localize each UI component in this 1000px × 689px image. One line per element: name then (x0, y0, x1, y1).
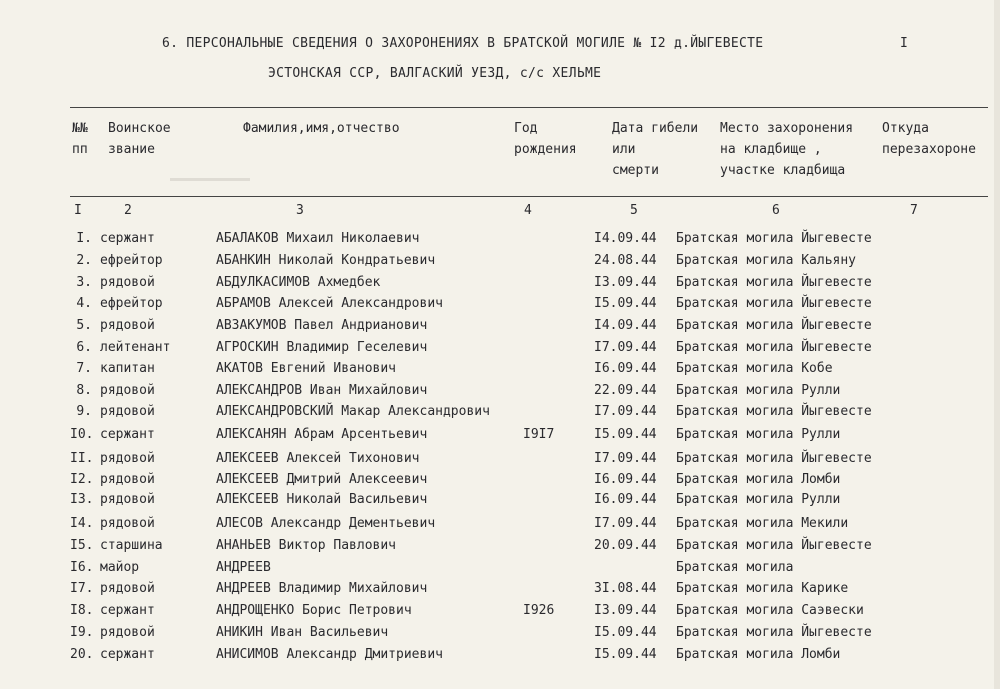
cell-name: АЛЕКСАНДРОВ Иван Михайлович (216, 383, 428, 398)
cell-date: I6.09.44 (594, 492, 657, 507)
table-row (0, 516, 1000, 536)
header-from: Откуда перезахороне (882, 121, 976, 157)
cell-name: АЛЕКСЕЕВ Алексей Тихонович (216, 451, 420, 466)
cell-name: АЛЕКСАНДРОВСКИЙ Макар Александрович (216, 404, 490, 419)
table-row (0, 647, 1000, 667)
cell-name: АЛЕКСЕЕВ Дмитрий Алексеевич (216, 472, 428, 487)
column-number: I (74, 203, 82, 218)
cell-rank: рядовой (100, 275, 155, 290)
cell-place: Братская могила Йыгевесте (676, 538, 872, 553)
cell-num: 20. (70, 647, 94, 662)
cell-place: Братская могила Рулли (676, 427, 841, 442)
cell-year: I9I7 (523, 427, 555, 442)
cell-name: АВЗАКУМОВ Павел Андрианович (216, 318, 428, 333)
cell-num: 6. (76, 340, 92, 355)
cell-rank: лейтенант (100, 340, 171, 355)
cell-place: Братская могила Рулли (676, 383, 841, 398)
cell-num: I6. (70, 560, 94, 575)
cell-place: Братская могила Ломби (676, 472, 841, 487)
cell-date: I7.09.44 (594, 451, 657, 466)
cell-name: АЛЕКСЕЕВ Николай Васильевич (216, 492, 428, 507)
cell-place: Братская могила Йыгевесте (676, 231, 872, 246)
table-row (0, 472, 1000, 492)
cell-name: АНДРЕЕВ (216, 560, 271, 575)
cell-date: I5.09.44 (594, 625, 657, 640)
paper-edge (994, 0, 1000, 689)
cell-place: Братская могила Саэвески (676, 603, 864, 618)
table-row (0, 492, 1000, 512)
column-number: 7 (910, 203, 918, 218)
cell-num: 2. (76, 253, 92, 268)
cell-date: I5.09.44 (594, 427, 657, 442)
cell-date: 24.08.44 (594, 253, 657, 268)
cell-rank: рядовой (100, 318, 155, 333)
cell-place: Братская могила Йыгевесте (676, 404, 872, 419)
header-year: Год рождения (514, 121, 577, 157)
cell-place: Братская могила Йыгевесте (676, 451, 872, 466)
cell-num: I2. (70, 472, 94, 487)
page-number: I (900, 36, 908, 51)
cell-num: I3. (70, 492, 94, 507)
cell-rank: сержант (100, 603, 155, 618)
header-rank: Воинское звание (108, 121, 171, 157)
table-row (0, 361, 1000, 381)
column-number: 4 (524, 203, 532, 218)
table-row (0, 427, 1000, 447)
cell-rank: сержант (100, 427, 155, 442)
cell-rank: рядовой (100, 451, 155, 466)
cell-rank: ефрейтор (100, 296, 163, 311)
cell-date: I4.09.44 (594, 318, 657, 333)
column-number: 5 (630, 203, 638, 218)
cell-name: АНДРЕЕВ Владимир Михайлович (216, 581, 428, 596)
table-row (0, 383, 1000, 403)
cell-name: АНИКИН Иван Васильевич (216, 625, 389, 640)
cell-num: I8. (70, 603, 94, 618)
cell-num: I. (76, 231, 92, 246)
cell-rank: капитан (100, 361, 155, 376)
cell-num: I5. (70, 538, 94, 553)
table-row (0, 625, 1000, 645)
column-number: 3 (296, 203, 304, 218)
cell-rank: майор (100, 560, 140, 575)
table-row (0, 451, 1000, 471)
cell-num: I9. (70, 625, 94, 640)
cell-num: 9. (76, 404, 92, 419)
table-row (0, 253, 1000, 273)
table-row (0, 560, 1000, 580)
header-place: Место захоронения на кладбище , участке кладбища (720, 121, 854, 178)
cell-date: 3I.08.44 (594, 581, 657, 596)
cell-date: I3.09.44 (594, 275, 657, 290)
cell-date: I7.09.44 (594, 340, 657, 355)
cell-num: 4. (76, 296, 92, 311)
table-row (0, 231, 1000, 251)
cell-place: Братская могила Йыгевесте (676, 340, 872, 355)
table-row (0, 538, 1000, 558)
cell-place: Братская могила Йыгевесте (676, 318, 872, 333)
cell-num: I7. (70, 581, 94, 596)
cell-rank: рядовой (100, 492, 155, 507)
cell-date: I7.09.44 (594, 404, 657, 419)
cell-name: АБРАМОВ Алексей Александрович (216, 296, 443, 311)
cell-num: II. (70, 451, 94, 466)
cell-rank: рядовой (100, 383, 155, 398)
cell-date: I3.09.44 (594, 603, 657, 618)
cell-place: Братская могила Кобе (676, 361, 833, 376)
cell-rank: сержант (100, 231, 155, 246)
table-top-rule (70, 107, 988, 108)
cell-date: 20.09.44 (594, 538, 657, 553)
column-number: 2 (124, 203, 132, 218)
cell-date: I6.09.44 (594, 472, 657, 487)
cell-date: I7.09.44 (594, 516, 657, 531)
cell-rank: рядовой (100, 516, 155, 531)
paper-smudge (170, 178, 250, 181)
cell-rank: рядовой (100, 581, 155, 596)
cell-name: АНДРОЩЕНКО Борис Петрович (216, 603, 412, 618)
cell-place: Братская могила Кальяну (676, 253, 857, 268)
cell-rank: рядовой (100, 404, 155, 419)
document-subtitle: ЭСТОНСКАЯ ССР, ВАЛГАСКИЙ УЕЗД, с/с ХЕЛЬМЕ (268, 66, 602, 81)
cell-name: АГРОСКИН Владимир Геселевич (216, 340, 428, 355)
cell-name: АБДУЛКАСИМОВ Ахмедбек (216, 275, 381, 290)
cell-num: 8. (76, 383, 92, 398)
cell-rank: ефрейтор (100, 253, 163, 268)
document-title: 6. ПЕРСОНАЛЬНЫЕ СВЕДЕНИЯ О ЗАХОРОНЕНИЯХ В БРАТСКОЙ МОГИЛЕ № I2 д.ЙЫГЕВЕСТЕ (162, 36, 764, 51)
header-date: Дата гибели или смерти (612, 121, 699, 178)
cell-num: I4. (70, 516, 94, 531)
column-number: 6 (772, 203, 780, 218)
cell-date: I5.09.44 (594, 647, 657, 662)
cell-rank: рядовой (100, 625, 155, 640)
header-name: Фамилия,имя,отчество (243, 121, 400, 136)
cell-rank: рядовой (100, 472, 155, 487)
cell-place: Братская могила Карике (676, 581, 849, 596)
cell-place: Братская могила Рулли (676, 492, 841, 507)
table-row (0, 318, 1000, 338)
cell-date: 22.09.44 (594, 383, 657, 398)
cell-place: Братская могила Йыгевесте (676, 625, 872, 640)
table-row (0, 404, 1000, 424)
cell-date: I5.09.44 (594, 296, 657, 311)
cell-year: I926 (523, 603, 555, 618)
cell-rank: сержант (100, 647, 155, 662)
cell-name: АЛЕСОВ Александр Дементьевич (216, 516, 436, 531)
table-row (0, 275, 1000, 295)
header-num: №№ пп (72, 121, 88, 157)
table-row (0, 603, 1000, 623)
cell-place: Братская могила Йыгевесте (676, 275, 872, 290)
cell-num: I0. (70, 427, 94, 442)
cell-num: 5. (76, 318, 92, 333)
cell-place: Братская могила Мекили (676, 516, 849, 531)
cell-date: I4.09.44 (594, 231, 657, 246)
table-row (0, 581, 1000, 601)
cell-place: Братская могила Йыгевесте (676, 296, 872, 311)
cell-name: АЛЕКСАНЯН Абрам Арсентьевич (216, 427, 428, 442)
cell-name: АБАНКИН Николай Кондратьевич (216, 253, 436, 268)
cell-place: Братская могила (676, 560, 794, 575)
cell-date: I6.09.44 (594, 361, 657, 376)
cell-name: АНИСИМОВ Александр Дмитриевич (216, 647, 443, 662)
cell-name: АБАЛАКОВ Михаил Николаевич (216, 231, 420, 246)
table-row (0, 296, 1000, 316)
cell-name: АНАНЬЕВ Виктор Павлович (216, 538, 397, 553)
cell-rank: старшина (100, 538, 163, 553)
cell-name: АКАТОВ Евгений Иванович (216, 361, 397, 376)
cell-num: 3. (76, 275, 92, 290)
cell-num: 7. (76, 361, 92, 376)
table-row (0, 340, 1000, 360)
cell-place: Братская могила Ломби (676, 647, 841, 662)
table-header-rule (70, 196, 988, 197)
